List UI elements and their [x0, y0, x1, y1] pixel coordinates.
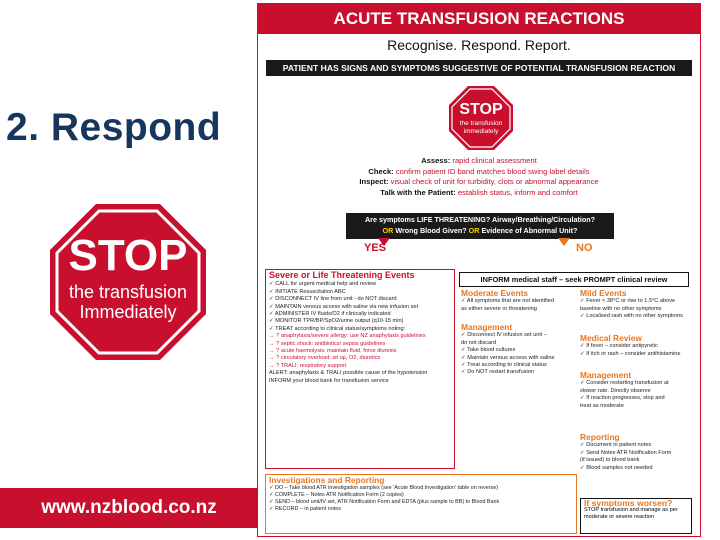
- poster-banner: PATIENT HAS SIGNS AND SYMPTOMS SUGGESTIVE OF POTENTIAL TRANSFUSION REACTION: [266, 60, 692, 76]
- inspect-line: Inspect: visual check of unit for turbidity, clots or abnormal appearance: [359, 177, 599, 186]
- yes-label: YES: [364, 242, 387, 254]
- mild-management-item: treat as moderate: [580, 402, 624, 409]
- worse-item: moderate or severe reaction: [584, 514, 654, 520]
- inform-medical-staff: INFORM medical staff – seek PROMPT clinical review: [459, 272, 689, 287]
- moderate-management-box: [461, 324, 573, 377]
- medical-review-item: ✓ If fever – consider antipyretic: [580, 343, 658, 350]
- mild-item: ✓ Localised rash with no other symptoms: [580, 313, 683, 320]
- footer-url-bar[interactable]: www.nzblood.co.nz: [0, 488, 258, 528]
- big-stop-line1: the transfusion: [68, 282, 188, 302]
- management-title: Management: [461, 322, 513, 332]
- reporting-item: (if issued) to blood bank: [580, 457, 640, 464]
- severe-item: ✓ MONITOR TPR/BP/SpO2/urine output (q10-15 min): [269, 318, 404, 325]
- investigations-title: Investigations and Reporting: [269, 475, 385, 485]
- big-stop-word: STOP: [68, 231, 188, 280]
- management-item: ✓ Treat according to clinical status: [461, 362, 547, 369]
- worse-title: If symptoms worsen?: [584, 498, 673, 508]
- reporting-item: ✓ Blood samples not needed: [580, 464, 653, 471]
- management-item: ✓ Disconnect IV infusion set unit –: [461, 332, 547, 339]
- symptoms-worsen-box: [580, 498, 692, 534]
- mild-management-box: [580, 372, 692, 410]
- reporting-box: [580, 434, 692, 472]
- severe-item: ALERT: anaphylaxis & TRALI possible cause of the hypotension: [269, 370, 428, 377]
- mild-events-box: [580, 290, 692, 321]
- severe-item: ✓ TREAT according to clinical status/symptoms noting:: [269, 325, 406, 332]
- medical-review-title: Medical Review: [580, 333, 642, 343]
- assess-block: [268, 156, 690, 198]
- small-stop-line1: the transfusion: [459, 120, 503, 127]
- moderate-events-box: [461, 290, 573, 313]
- moderate-item: as either severe or threatening: [461, 305, 537, 312]
- management-item: ✓ Take blood cultures: [461, 347, 516, 354]
- poster-subtitle: Recognise. Respond. Report.: [387, 37, 571, 53]
- reporting-item: ✓ Send Notes ATR Notification Form: [580, 449, 672, 456]
- severe-item: ✓ DISCONNECT IV line from unit - do NOT discard: [269, 296, 397, 303]
- medical-review-box: [580, 335, 692, 358]
- assess-line: Assess: rapid clinical assessment: [421, 156, 537, 165]
- severe-item: → ? TRALI: respiratory support: [269, 362, 347, 369]
- severe-item: ✓ CALL for urgent medical help and review: [269, 281, 377, 288]
- severe-events-box: [265, 269, 455, 469]
- medical-review-item: ✓ If itch or rash – consider antihistamine: [580, 350, 681, 357]
- talk-line: Talk with the Patient: establish status, inform and comfort: [380, 187, 578, 197]
- reporting-item: ✓ Document in patient notes: [580, 442, 652, 449]
- investigations-item: ✓ RECORD – in patient notes: [269, 506, 341, 512]
- investigations-box: [265, 474, 577, 534]
- investigations-item: ✓ DO – Take blood ATR investigation samples (see 'Acute Blood Investigation' table on reverse): [269, 485, 499, 491]
- management-item: ✓ Do NOT restart transfusion: [461, 369, 534, 376]
- slide-heading: 2. Respond: [6, 106, 222, 149]
- mild-management-item: ✓ Consider restarting transfusion at: [580, 380, 669, 387]
- mild-item: ✓ Fever < 38°C or rise to 1.5°C above: [580, 298, 676, 305]
- big-stop-line2: Immediately: [79, 302, 177, 322]
- severe-item: ✓ MAINTAIN venous access with saline via new infusion set: [269, 303, 419, 310]
- mild-management-item: slower rate. Directly observe: [580, 387, 651, 394]
- moderate-item: ✓ All symptoms that are not identified: [461, 298, 554, 305]
- severe-title: Severe or Life Threatening Events: [269, 270, 415, 280]
- severe-item: → ? septic shock: antibiotics/ sepsis guidelines: [269, 340, 386, 347]
- mild-management-title: Management: [580, 370, 632, 380]
- severe-item: → ? anaphylaxis/severe allergy: use NZ anaphylaxis guidelines: [269, 333, 426, 340]
- moderate-title: Moderate Events: [461, 288, 529, 298]
- management-item: do not discard: [461, 339, 497, 346]
- stop-sign-small-icon: [449, 86, 513, 150]
- mild-title: Mild Events: [580, 288, 627, 298]
- severe-item: → ? acute haemolysis: maintain fluid, force diuresis: [269, 348, 397, 355]
- stop-sign-icon: [46, 200, 210, 364]
- no-arrow-icon: [558, 238, 570, 246]
- check-line: Check: confirm patient ID band matches blood swing label details: [368, 166, 590, 176]
- no-label: NO: [576, 242, 593, 254]
- severe-item: ✓ INITIATE Resuscitation ABC: [269, 288, 346, 295]
- mild-management-item: ✓ If reaction progresses, stop and: [580, 395, 665, 402]
- severe-item: ✓ ADMINISTER IV fluids/O2 if clinically indicated: [269, 311, 391, 318]
- investigations-item: ✓ COMPLETE – Notes ATR Notification Form (2 copies): [269, 492, 404, 498]
- small-stop-line2: immediately: [463, 128, 499, 135]
- mild-item: baseline with no other symptoms: [580, 305, 662, 312]
- investigations-item: ✓ SEND – blood unit/IV set, ATR Notification Form and EDTA (plus sample to BB) to Blood Bank: [269, 499, 500, 505]
- management-item: ✓ Maintain venous access with saline: [461, 354, 555, 361]
- poster-title: ACUTE TRANSFUSION REACTIONS: [258, 4, 700, 34]
- life-threatening-question: Are symptoms LIFE THREATENING? Airway/Breathing/Circulation? OR Wrong Blood Given? OR Evidence of Abnormal Unit?: [346, 213, 614, 239]
- small-stop-word: STOP: [459, 101, 503, 118]
- poster: [257, 3, 701, 537]
- severe-item: → ? circulatory overload: sit up, O2, diuretics: [269, 355, 381, 362]
- worse-item: STOP transfusion and manage as per: [584, 507, 678, 513]
- reporting-title: Reporting: [580, 432, 620, 442]
- severe-item: INFORM your blood bank for transfusion service: [269, 377, 389, 384]
